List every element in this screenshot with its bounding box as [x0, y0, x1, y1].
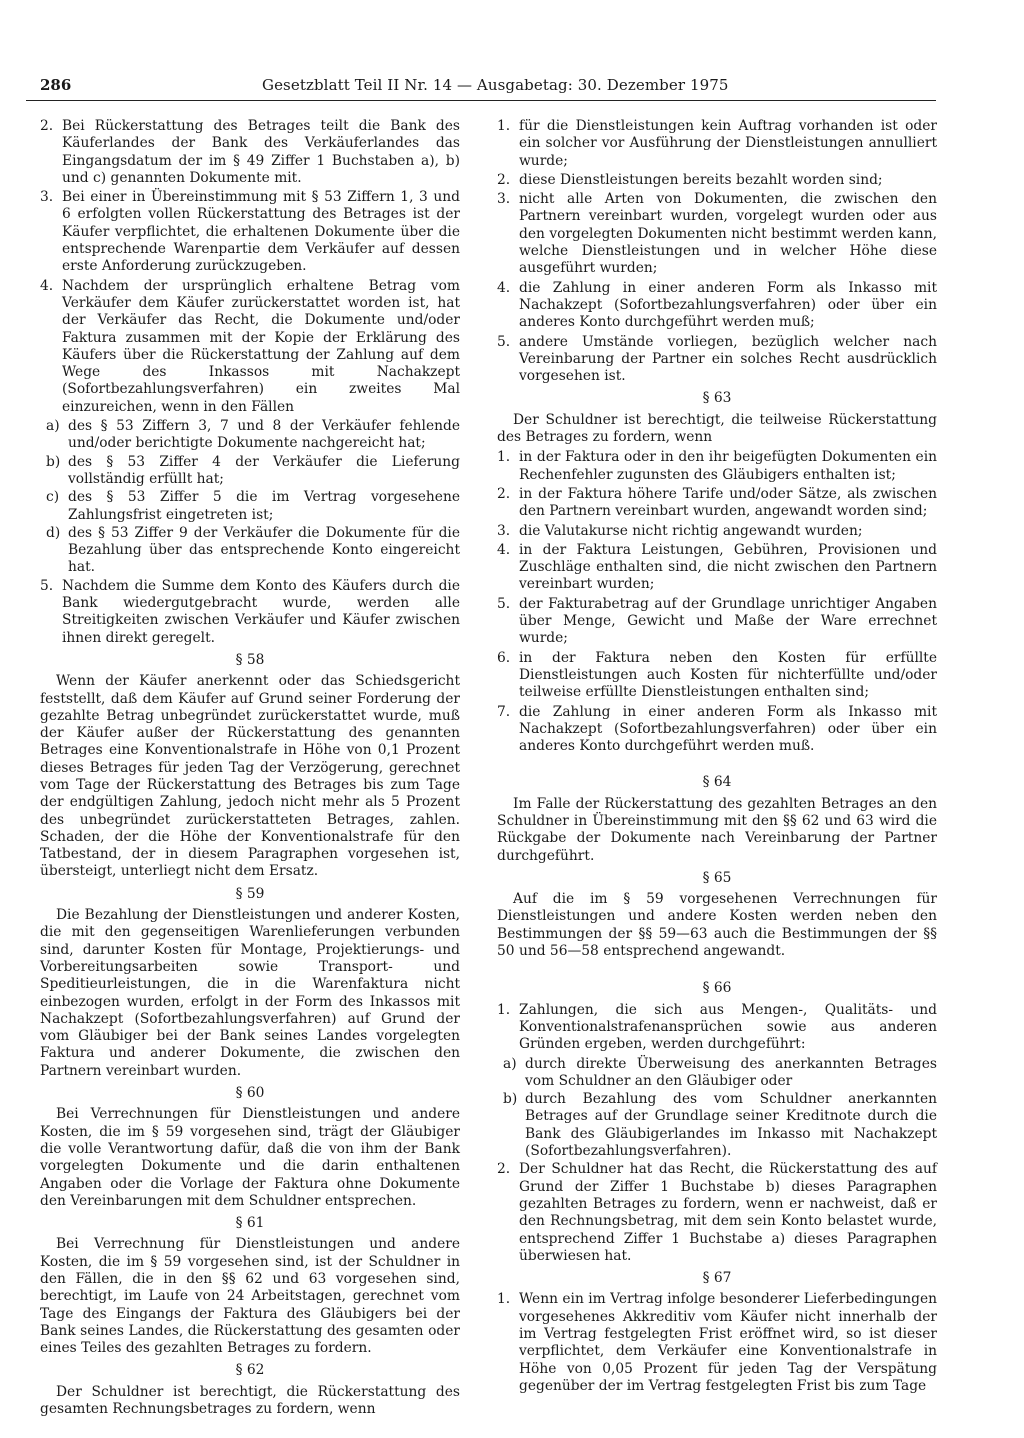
- paragraph: Im Falle der Rückerstattung des gezahlten Betrages an den Schuldner in Übereinstimmung mit den §§ 62 und 63 wird die Rückgabe der Dokumente nach Vereinbarung der Partner durchgeführt.: [497, 795, 937, 864]
- right-column: [497, 118, 937, 1397]
- sub-item: a) durch direkte Überweisung des anerkannten Betrages vom Schuldner an den Gläubiger oder: [503, 1055, 937, 1089]
- paragraph: Bei Verrechnungen für Dienstleistungen und andere Kosten, die im § 59 vorgesehen sind, trägt der Gläubiger die volle Verantwortung dafür, daß die von ihm der Bank vorgelegten Dokumente und die darin enthaltenen Angaben oder die Vorlage der Faktura ohne Dokumente den Vereinbarungen mit dem Schuldner entsprechen.: [40, 1106, 460, 1209]
- page-number: 286: [40, 76, 72, 94]
- list-item: 3. Bei einer in Übereinstimmung mit § 53 Ziffern 1, 3 und 6 erfolgten vollen Rückerstattung des Betrages ist der Käufer verpflichtet, die erhaltenen Dokumente über die entsprechende Warenpartie dem Verkäufer auf dessen erste Anforderung zurückzugeben.: [40, 189, 460, 275]
- section-heading: § 66: [702, 980, 732, 997]
- list-item: 2. diese Dienstleistungen bereits bezahlt worden sind;: [497, 171, 883, 188]
- list-item: 4. die Zahlung in einer anderen Form als Inkasso mit Nachakzept (Sofortbezahlungsverfahren) oder über ein anderes Konto durchgeführt werden muß;: [497, 279, 937, 331]
- paragraph: Der Schuldner ist berechtigt, die Rückerstattung des gesamten Rechnungsbetrages zu fordern, wenn: [40, 1383, 460, 1418]
- running-title: Gesetzblatt Teil II Nr. 14 — Ausgabetag: 30. Dezember 1975: [262, 76, 729, 94]
- spacer: [497, 757, 937, 769]
- list-item: 5. Nachdem die Summe dem Konto des Käufers durch die Bank wiedergutgebracht wurde, werden alle Streitigkeiten zwischen Verkäufer und Käufer zwischen ihnen direkt geregelt.: [40, 577, 460, 646]
- paragraph: Bei Verrechnung für Dienstleistungen und andere Kosten, die im § 59 vorgesehen sind, ist der Schuldner in den Fällen, die in den §§ 62 und 63 vorgesehen sind, berechtigt, im Laufe von 24 Arbeitstagen, gerechnet vom Tage des Eingangs der Faktura des Gläubigers bei der Bank seines Landes, die Rückerstattung des gesamten oder eines Teiles des gezahlten Betrages zu fordern.: [40, 1236, 460, 1357]
- paragraph: Wenn der Käufer anerkennt oder das Schiedsgericht feststellt, daß dem Käufer auf Grund seiner Forderung der gezahlte Betrag unbegründet zurückerstattet wurde, muß der Käufer außer der Rückerstattung des genannten Betrages eine Konventionalstrafe in Höhe von 0,1 Prozent dieses Betrages für jeden Tag der Verzögerung, gerechnet vom Tage der Rückerstattung des Betrages bis zum Tage der endgültigen Zahlung, jedoch nicht mehr als 5 Prozent des unbegründet zurückerstatteten Betrages, zahlen. Schaden, der die Höhe der Konventionalstrafe für den Tatbestand, der in diesem Paragraphen vorgesehen ist, übersteigt, unterliegt nicht dem Ersatz.: [40, 673, 460, 880]
- sub-item: a) des § 53 Ziffern 3, 7 und 8 der Verkäufer fehlende und/oder berichtigte Dokumente nachgereicht hat;: [46, 418, 460, 452]
- sub-item: b) durch Bezahlung des vom Schuldner anerkannten Betrages auf der Grundlage seiner Kreditnote durch die Bank des Gläubigerlandes im Inkasso mit Nachakzept (Sofortbezahlungsverfahren).: [503, 1091, 937, 1160]
- section-heading: § 67: [702, 1270, 732, 1287]
- list-item: 1. für die Dienstleistungen kein Auftrag vorhanden ist oder ein solcher vor Ausführung der Dienstleistungen annulliert wurde;: [497, 118, 937, 169]
- list-item: 6. in der Faktura neben den Kosten für erfüllte Dienstleistungen auch Kosten für nichterfüllte und/oder teilweise erfüllte Dienstleistungen enthalten sind;: [497, 649, 937, 701]
- page-header: [26, 74, 936, 101]
- list-item: 2. in der Faktura höhere Tarife und/oder Sätze, als zwischen den Partnern vereinbart wurden, angewandt worden sind;: [497, 485, 937, 520]
- list-item: 1. Wenn ein im Vertrag infolge besonderer Lieferbedingungen vorgesehenes Akkreditiv vom Käufer nicht innerhalb der im Vertrag festgelegten Frist eröffnet wird, so ist dieser verpflichtet, dem Verkäufer eine Konventionalstrafe in Höhe von 0,05 Prozent für jeden Tag der Verspätung gegenüber der im Vertrag festgelegten Frist bis zum Tage: [497, 1291, 937, 1394]
- section-heading: § 61: [235, 1215, 265, 1232]
- sub-item: b) des § 53 Ziffer 4 der Verkäufer die Lieferung vollständig erfüllt hat;: [46, 453, 460, 487]
- section-heading: § 62: [235, 1362, 265, 1379]
- list-item: 2. Der Schuldner hat das Recht, die Rückerstattung des auf Grund der Ziffer 1 Buchstabe b) dieses Paragraphen gezahlten Betrages zu fordern, wenn er nachweist, daß er den Rechnungsbetrag, mit dem sein Konto belastet wurde, entsprechend Ziffer 1 Buchstabe a) dieses Paragraphen überwiesen hat.: [497, 1161, 937, 1264]
- list-item: 4. Nachdem der ursprünglich erhaltene Betrag vom Verkäufer dem Käufer zurückerstattet worden ist, hat der Verkäufer das Recht, die Dokumente und/oder Faktura zusammen mit der Kopie der Erklärung des Käufers über die Rückerstattung der Zahlung auf dem Wege des Inkassos mit Nachakzept (Sofortbezahlungsverfahren) ein zweites Mal einzureichen, wenn in den Fällen: [40, 277, 460, 415]
- spacer: [497, 963, 937, 975]
- paragraph: Der Schuldner ist berechtigt, die teilweise Rückerstattung des Betrages zu fordern, wenn: [497, 411, 937, 446]
- list-item: 5. andere Umstände vorliegen, bezüglich welcher nach Vereinbarung der Partner ein solches Recht ausdrücklich vorgesehen ist.: [497, 333, 937, 385]
- list-item: 3. nicht alle Arten von Dokumenten, die zwischen den Partnern vereinbart wurden, vorgelegt wurden oder aus den vorgelegten Dokumenten nicht bestimmt werden kann, welche Dienstleistungen und in welcher Höhe diese ausgeführt wurden;: [497, 191, 937, 277]
- section-heading: § 63: [702, 390, 732, 407]
- sub-item: c) des § 53 Ziffer 5 die im Vertrag vorgesehene Zahlungsfrist eingetreten ist;: [46, 489, 460, 523]
- section-heading: § 60: [235, 1085, 265, 1102]
- list-item: 3. die Valutakurse nicht richtig angewandt wurden;: [497, 522, 863, 539]
- list-item: 4. in der Faktura Leistungen, Gebühren, Provisionen und Zuschläge enthalten sind, die nicht zwischen den Partnern vereinbart wurden;: [497, 541, 937, 593]
- sub-item: d) des § 53 Ziffer 9 der Verkäufer die Dokumente für die Bezahlung über das entsprechende Konto eingereicht hat.: [46, 524, 460, 576]
- left-column: [40, 118, 460, 1421]
- section-heading: § 65: [702, 869, 732, 886]
- list-item: 1. Zahlungen, die sich aus Mengen-, Qualitäts- und Konventionalstrafenansprüchen sowie aus anderen Gründen ergeben, werden durchgeführt:: [497, 1001, 937, 1053]
- section-heading: § 64: [702, 774, 732, 791]
- list-item: 7. die Zahlung in einer anderen Form als Inkasso mit Nachakzept (Sofortbezahlungsverfahren) oder über ein anderes Konto durchgeführt werden muß.: [497, 703, 937, 755]
- paragraph: Auf die im § 59 vorgesehenen Verrechnungen für Dienstleistungen und andere Kosten werden neben den Bestimmungen der §§ 59—63 auch die Bestimmungen der §§ 50 und 56—58 entsprechend angewandt.: [497, 891, 937, 960]
- list-item: 2. Bei Rückerstattung des Betrages teilt die Bank des Käuferlandes der Bank des Verkäuferlandes das Eingangsdatum der im § 49 Ziffer 1 Buchstaben a), b) und c) genannten Dokumente mit.: [40, 118, 460, 186]
- list-item: 1. in der Faktura oder in den ihr beigefügten Dokumenten ein Rechenfehler zugunsten des Gläubigers enthalten ist;: [497, 449, 937, 483]
- list-item: 5. der Fakturabetrag auf der Grundlage unrichtiger Angaben über Menge, Gewicht und Maße der Ware errechnet wurde;: [497, 595, 937, 647]
- section-heading: § 58: [235, 651, 265, 668]
- section-heading: § 59: [235, 885, 265, 902]
- paragraph: Die Bezahlung der Dienstleistungen und anderer Kosten, die mit den gegenseitigen Warenlieferungen verbunden sind, darunter Kosten für Montage, Projektierungs- und Vorbereitungsarbeiten sowie Transport- und Speditieurleistungen, die in die Warenfaktura nicht einbezogen wurden, erfolgt in der Form des Inkassos mit Nachakzept (Sofortbezahlungsverfahren) auf Grund der vom Gläubiger bei der Bank seines Landes vorgelegten Faktura und anderer Dokumente, die zwischen den Partnern vereinbart wurden.: [40, 907, 460, 1079]
